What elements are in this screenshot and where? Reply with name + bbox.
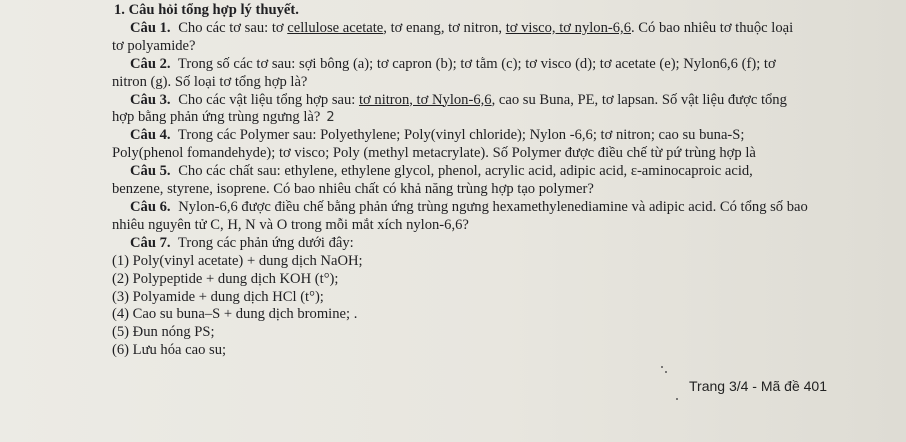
question-4-number: Câu 4.	[130, 127, 171, 144]
question-1-number: Câu 1.	[130, 19, 171, 36]
paper-speck	[676, 398, 678, 400]
question-6-line-2: nhiêu nguyên tử C, H, N và O trong mỗi mắt xích nylon-6,6?	[112, 216, 469, 233]
question-1-underlined-1: cellulose acetate	[287, 19, 384, 36]
question-6	[112, 199, 902, 235]
question-5-text: Cho các chất sau: ethylene, ethylene glycol, phenol, acrylic acid, adipic acid, ε-aminocaproic acid,	[174, 163, 753, 180]
question-2-line-1	[112, 56, 902, 74]
question-3-number: Câu 3.	[130, 91, 171, 108]
question-7-line-1	[112, 235, 902, 253]
question-5	[112, 163, 902, 199]
question-2-text: Trong số các tơ sau: sợi bông (a); tơ capron (b); tơ tằm (c); tơ visco (d); tơ acetate (e); Nylon6,6 (f); tơ	[174, 55, 776, 72]
section-title: 1. Câu hỏi tổng hợp lý thuyết.	[114, 2, 299, 18]
question-3-line-1	[112, 92, 902, 110]
question-1-text-b: , tơ enang, tơ nitron,	[383, 19, 506, 36]
question-7-text: Trong các phản ứng dưới đây:	[174, 234, 354, 251]
question-4	[112, 127, 902, 163]
question-1-line-1	[112, 20, 902, 38]
question-3	[112, 92, 902, 128]
question-6-line-1	[112, 199, 902, 217]
question-1-line-2: tơ polyamide?	[112, 37, 196, 54]
question-7-number: Câu 7.	[130, 234, 171, 251]
question-3-text-b: , cao su Buna, PE, tơ lapsan. Số vật liệu được tổng	[491, 91, 787, 108]
question-2-line-2: nitron (g). Số loại tơ tổng hợp là?	[112, 73, 308, 90]
question-4-text: Trong các Polymer sau: Polyethylene; Poly(vinyl chloride); Nylon -6,6; tơ nitron; cao su buna-S;	[174, 127, 745, 144]
question-6-number: Câu 6.	[130, 198, 171, 215]
question-7	[112, 235, 902, 360]
question-3-underlined: tơ nitron, tơ Nylon-6,6	[358, 91, 492, 108]
question-1-text-a: Cho các tơ sau: tơ	[174, 19, 288, 36]
question-2-number: Câu 2.	[130, 55, 171, 72]
question-4-line-1	[112, 127, 902, 145]
paper-speck	[665, 371, 667, 373]
page-footer: Trang 3/4 - Mã đề 401	[689, 378, 828, 394]
paper-speck	[661, 366, 663, 368]
question-list	[112, 2, 902, 360]
question-6-text: Nylon-6,6 được điều chế bằng phản ứng trùng ngưng hexamethylenediamine và adipic acid. Có tổng số bao	[174, 198, 808, 215]
question-3-line-2	[112, 109, 902, 127]
question-7-item: (5) Đun nóng PS;	[112, 324, 215, 341]
question-7-item: (3) Polyamide + dung dịch HCl (t°);	[112, 288, 324, 305]
question-7-item: (6) Lưu hóa cao su;	[112, 342, 227, 359]
question-5-number: Câu 5.	[130, 163, 171, 180]
question-1-text-c: . Có bao nhiêu tơ thuộc loại	[631, 19, 794, 36]
question-3-line-2-text: hợp bằng phản ứng trùng ngưng là?	[112, 109, 321, 126]
question-7-item: (2) Polypeptide + dung dịch KOH (t°);	[112, 270, 339, 287]
question-5-line-2: benzene, styrene, isoprene. Có bao nhiêu chất có khả năng trùng hợp tạo polymer?	[112, 181, 594, 198]
handwritten-answer-mark: 2	[326, 110, 335, 126]
question-4-line-2: Poly(phenol fomandehyde); tơ visco; Poly (methyl metacrylate). Số Polymer được điều chế từ pứ trùng hợp là	[112, 145, 756, 162]
question-1	[112, 20, 902, 56]
question-7-item: (4) Cao su buna–S + dung dịch bromine; .	[112, 306, 358, 323]
question-2	[112, 56, 902, 92]
question-7-item: (1) Poly(vinyl acetate) + dung dịch NaOH;	[112, 252, 363, 269]
question-5-line-1	[112, 163, 902, 181]
question-3-text-a: Cho các vật liệu tổng hợp sau:	[174, 91, 359, 108]
question-1-underlined-2: tơ visco, tơ nylon-6,6	[505, 19, 631, 36]
